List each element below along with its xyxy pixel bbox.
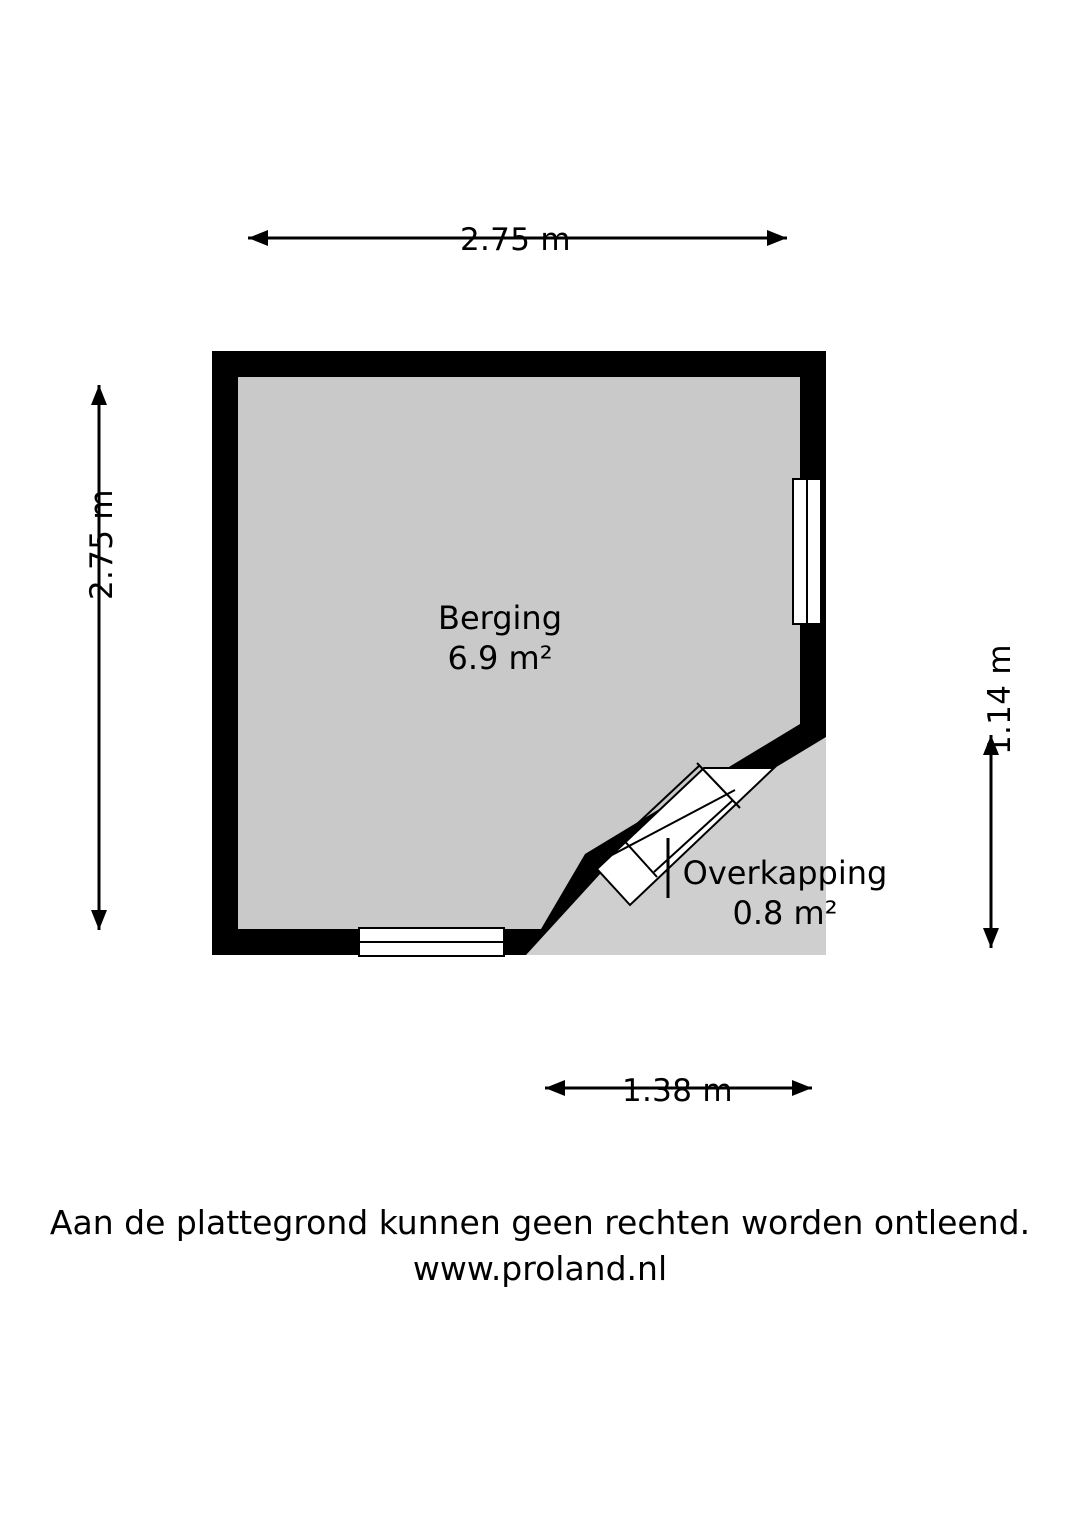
window-right: [793, 479, 821, 624]
dimension-label-right: 1.14 m: [982, 644, 1018, 755]
dimension-arrow-left: [91, 385, 107, 930]
room-name-overkapping: Overkapping: [682, 854, 888, 892]
website-text: www.proland.nl: [412, 1249, 668, 1288]
dimension-arrow-right: [983, 735, 999, 948]
window-bottom: [359, 928, 504, 956]
dimension-label-bottom: 1.38 m: [622, 1073, 733, 1109]
room-area-overkapping: 0.8 m²: [732, 894, 838, 932]
room-label-overkapping: [635, 853, 935, 933]
dimension-label-left: 2.75 m: [84, 489, 120, 600]
room-label-berging: [330, 598, 670, 678]
footer-block: [0, 1200, 1080, 1292]
room-area-berging: 6.9 m²: [447, 639, 553, 677]
room-name-berging: Berging: [437, 599, 563, 637]
disclaimer-text: Aan de plattegrond kunnen geen rechten worden ontleend.: [49, 1203, 1031, 1242]
dimension-label-top: 2.75 m: [460, 222, 571, 258]
